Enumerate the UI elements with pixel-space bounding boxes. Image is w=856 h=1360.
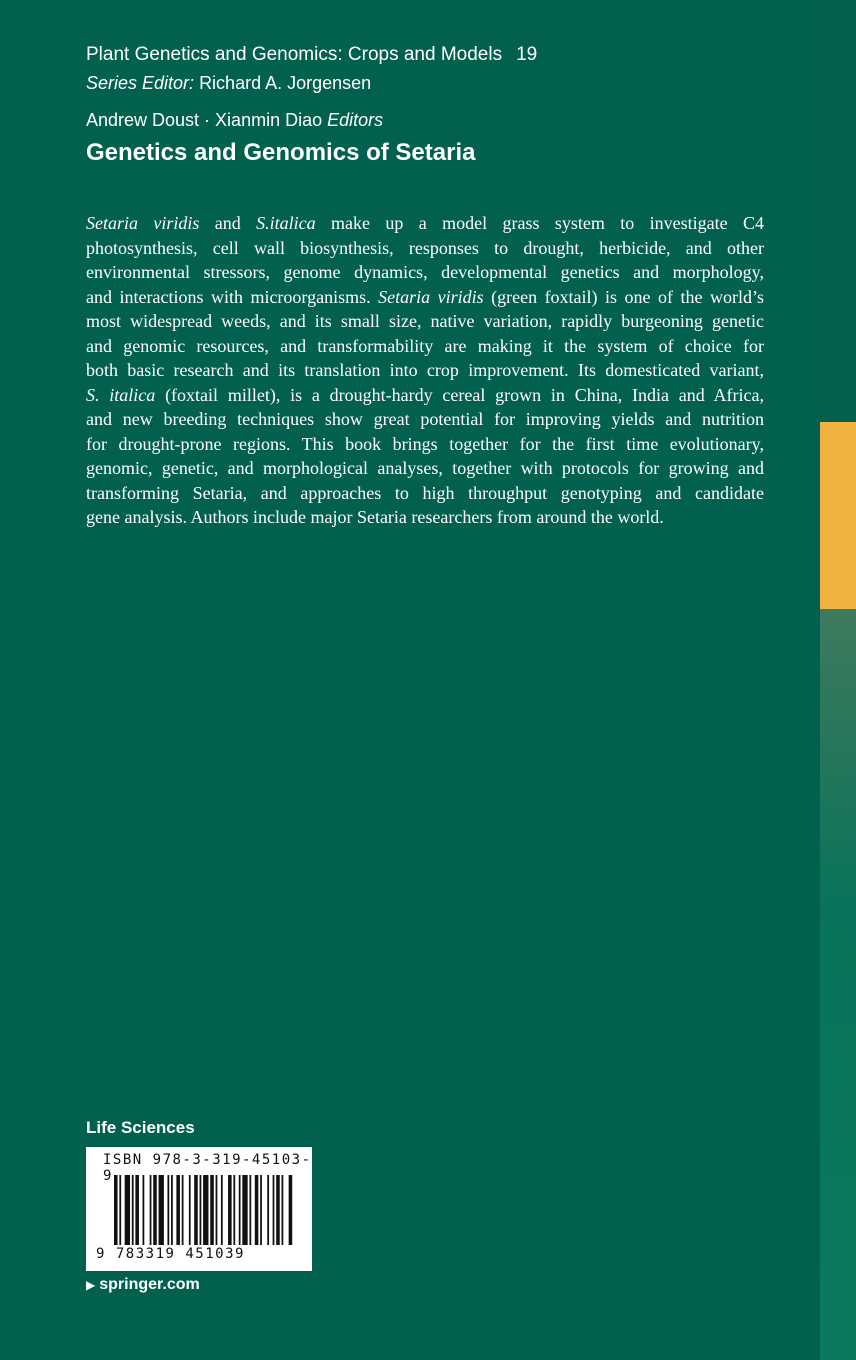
description-line [86, 432, 764, 457]
barcode-bar [200, 1175, 202, 1245]
barcode-bar [289, 1175, 293, 1245]
description-line [86, 383, 764, 408]
barcode-bar [216, 1175, 218, 1245]
description-text: both basic research and its translation into crop improvement. Its domesticated variant, [86, 360, 764, 380]
barcode-bar [171, 1175, 173, 1245]
description-line [86, 236, 764, 261]
barcode-bar [194, 1175, 198, 1245]
barcode-bar [255, 1175, 259, 1245]
editor-names: Andrew Doust · Xianmin Diao [86, 110, 323, 130]
description-line [86, 456, 764, 481]
barcode-bar [242, 1175, 247, 1245]
barcode-bar [143, 1175, 145, 1245]
description-text: (foxtail millet), is a drought-hardy cereal grown in China, India and Africa, [155, 384, 764, 405]
description-line [86, 309, 764, 334]
barcode-bar [125, 1175, 130, 1245]
description-line [86, 211, 764, 236]
description-text: and [199, 213, 257, 233]
description-text: and genomic resources, and transformability are making it the system of choice for [86, 335, 764, 356]
series-name: Plant Genetics and Genomics: Crops and Models [86, 44, 503, 65]
series-volume: 19 [516, 44, 538, 65]
description-line [86, 358, 764, 383]
barcode-bar [153, 1175, 157, 1245]
description-italic-text: S.italica [256, 213, 316, 233]
description-line [86, 505, 764, 530]
description-italic-text: Setaria viridis [86, 213, 200, 233]
description-text: and interactions with microorganisms. [86, 286, 379, 307]
description-text: (green foxtail) is one of the world’s [483, 286, 764, 307]
book-editors [86, 110, 383, 131]
barcode-bar [282, 1175, 284, 1245]
book-title: Genetics and Genomics of Setaria [86, 139, 476, 166]
barcode-bar [176, 1175, 180, 1245]
description-text: genomic, genetic, and morphological analyses, together with protocols for growing and [86, 458, 764, 478]
barcode-bar [182, 1175, 184, 1245]
spine-lower-band [820, 609, 856, 1360]
book-description [86, 211, 764, 530]
barcode-bar [260, 1175, 262, 1245]
barcode-bar [167, 1175, 169, 1245]
barcode-bar [267, 1175, 269, 1245]
series-editor [86, 73, 371, 94]
description-line [86, 407, 764, 432]
description-line [86, 285, 764, 310]
subject-category: Life Sciences [86, 1118, 195, 1137]
description-line [86, 260, 764, 285]
description-text: photosynthesis, cell wall biosynthesis, responses to drought, herbicide, and other [86, 237, 764, 258]
description-italic-text: Setaria viridis [378, 286, 484, 307]
barcode-bars [114, 1175, 294, 1245]
description-text: and new breeding techniques show great potential for improving yields and nutrition [86, 409, 764, 429]
description-text: transforming Setaria, and approaches to high throughput genotyping and candidate [86, 482, 764, 503]
series-editor-name: Richard A. Jorgensen [199, 73, 372, 93]
website-text: springer.com [99, 1276, 200, 1293]
barcode-bar [233, 1175, 235, 1245]
barcode-bar [210, 1175, 214, 1245]
barcode-bar [273, 1175, 275, 1245]
spine-accent-band [820, 422, 856, 609]
barcode-bar [114, 1175, 118, 1245]
description-text: make up a model grass system to investigate C4 [315, 213, 764, 233]
publisher-website [86, 1276, 200, 1294]
description-text: gene analysis. Authors include major Setaria researchers from around the world. [86, 507, 664, 527]
barcode-bar [135, 1175, 139, 1245]
description-text: for drought-prone regions. This book brings together for the first time evolutionary, [86, 433, 764, 454]
barcode-bar [150, 1175, 152, 1245]
series-title [86, 44, 537, 66]
barcode-bar [189, 1175, 191, 1245]
description-italic-text: S. italica [86, 384, 156, 405]
arrow-right-icon: ▶ [86, 1278, 96, 1292]
barcode-bar [276, 1175, 280, 1245]
description-text: environmental stressors, genome dynamics, developmental genetics and morphology, [86, 262, 764, 282]
barcode-bar [221, 1175, 223, 1245]
series-editor-label: Series Editor: [86, 73, 195, 93]
barcode-bar [228, 1175, 232, 1245]
barcode-bar [203, 1175, 208, 1245]
isbn-barcode [86, 1147, 312, 1271]
barcode-bar [239, 1175, 241, 1245]
barcode-bar [159, 1175, 164, 1245]
barcode-digits: 9 783319 451039 [96, 1246, 245, 1262]
isbn-label: ISBN 978-3-319-45103-9 [103, 1152, 312, 1184]
description-line [86, 481, 764, 506]
barcode-bar [132, 1175, 134, 1245]
description-line [86, 334, 764, 359]
barcode-bar [119, 1175, 121, 1245]
barcode-bar [249, 1175, 251, 1245]
description-text: most widespread weeds, and its small size, native variation, rapidly burgeoning genetic [86, 311, 764, 331]
editors-label: Editors [327, 110, 384, 130]
